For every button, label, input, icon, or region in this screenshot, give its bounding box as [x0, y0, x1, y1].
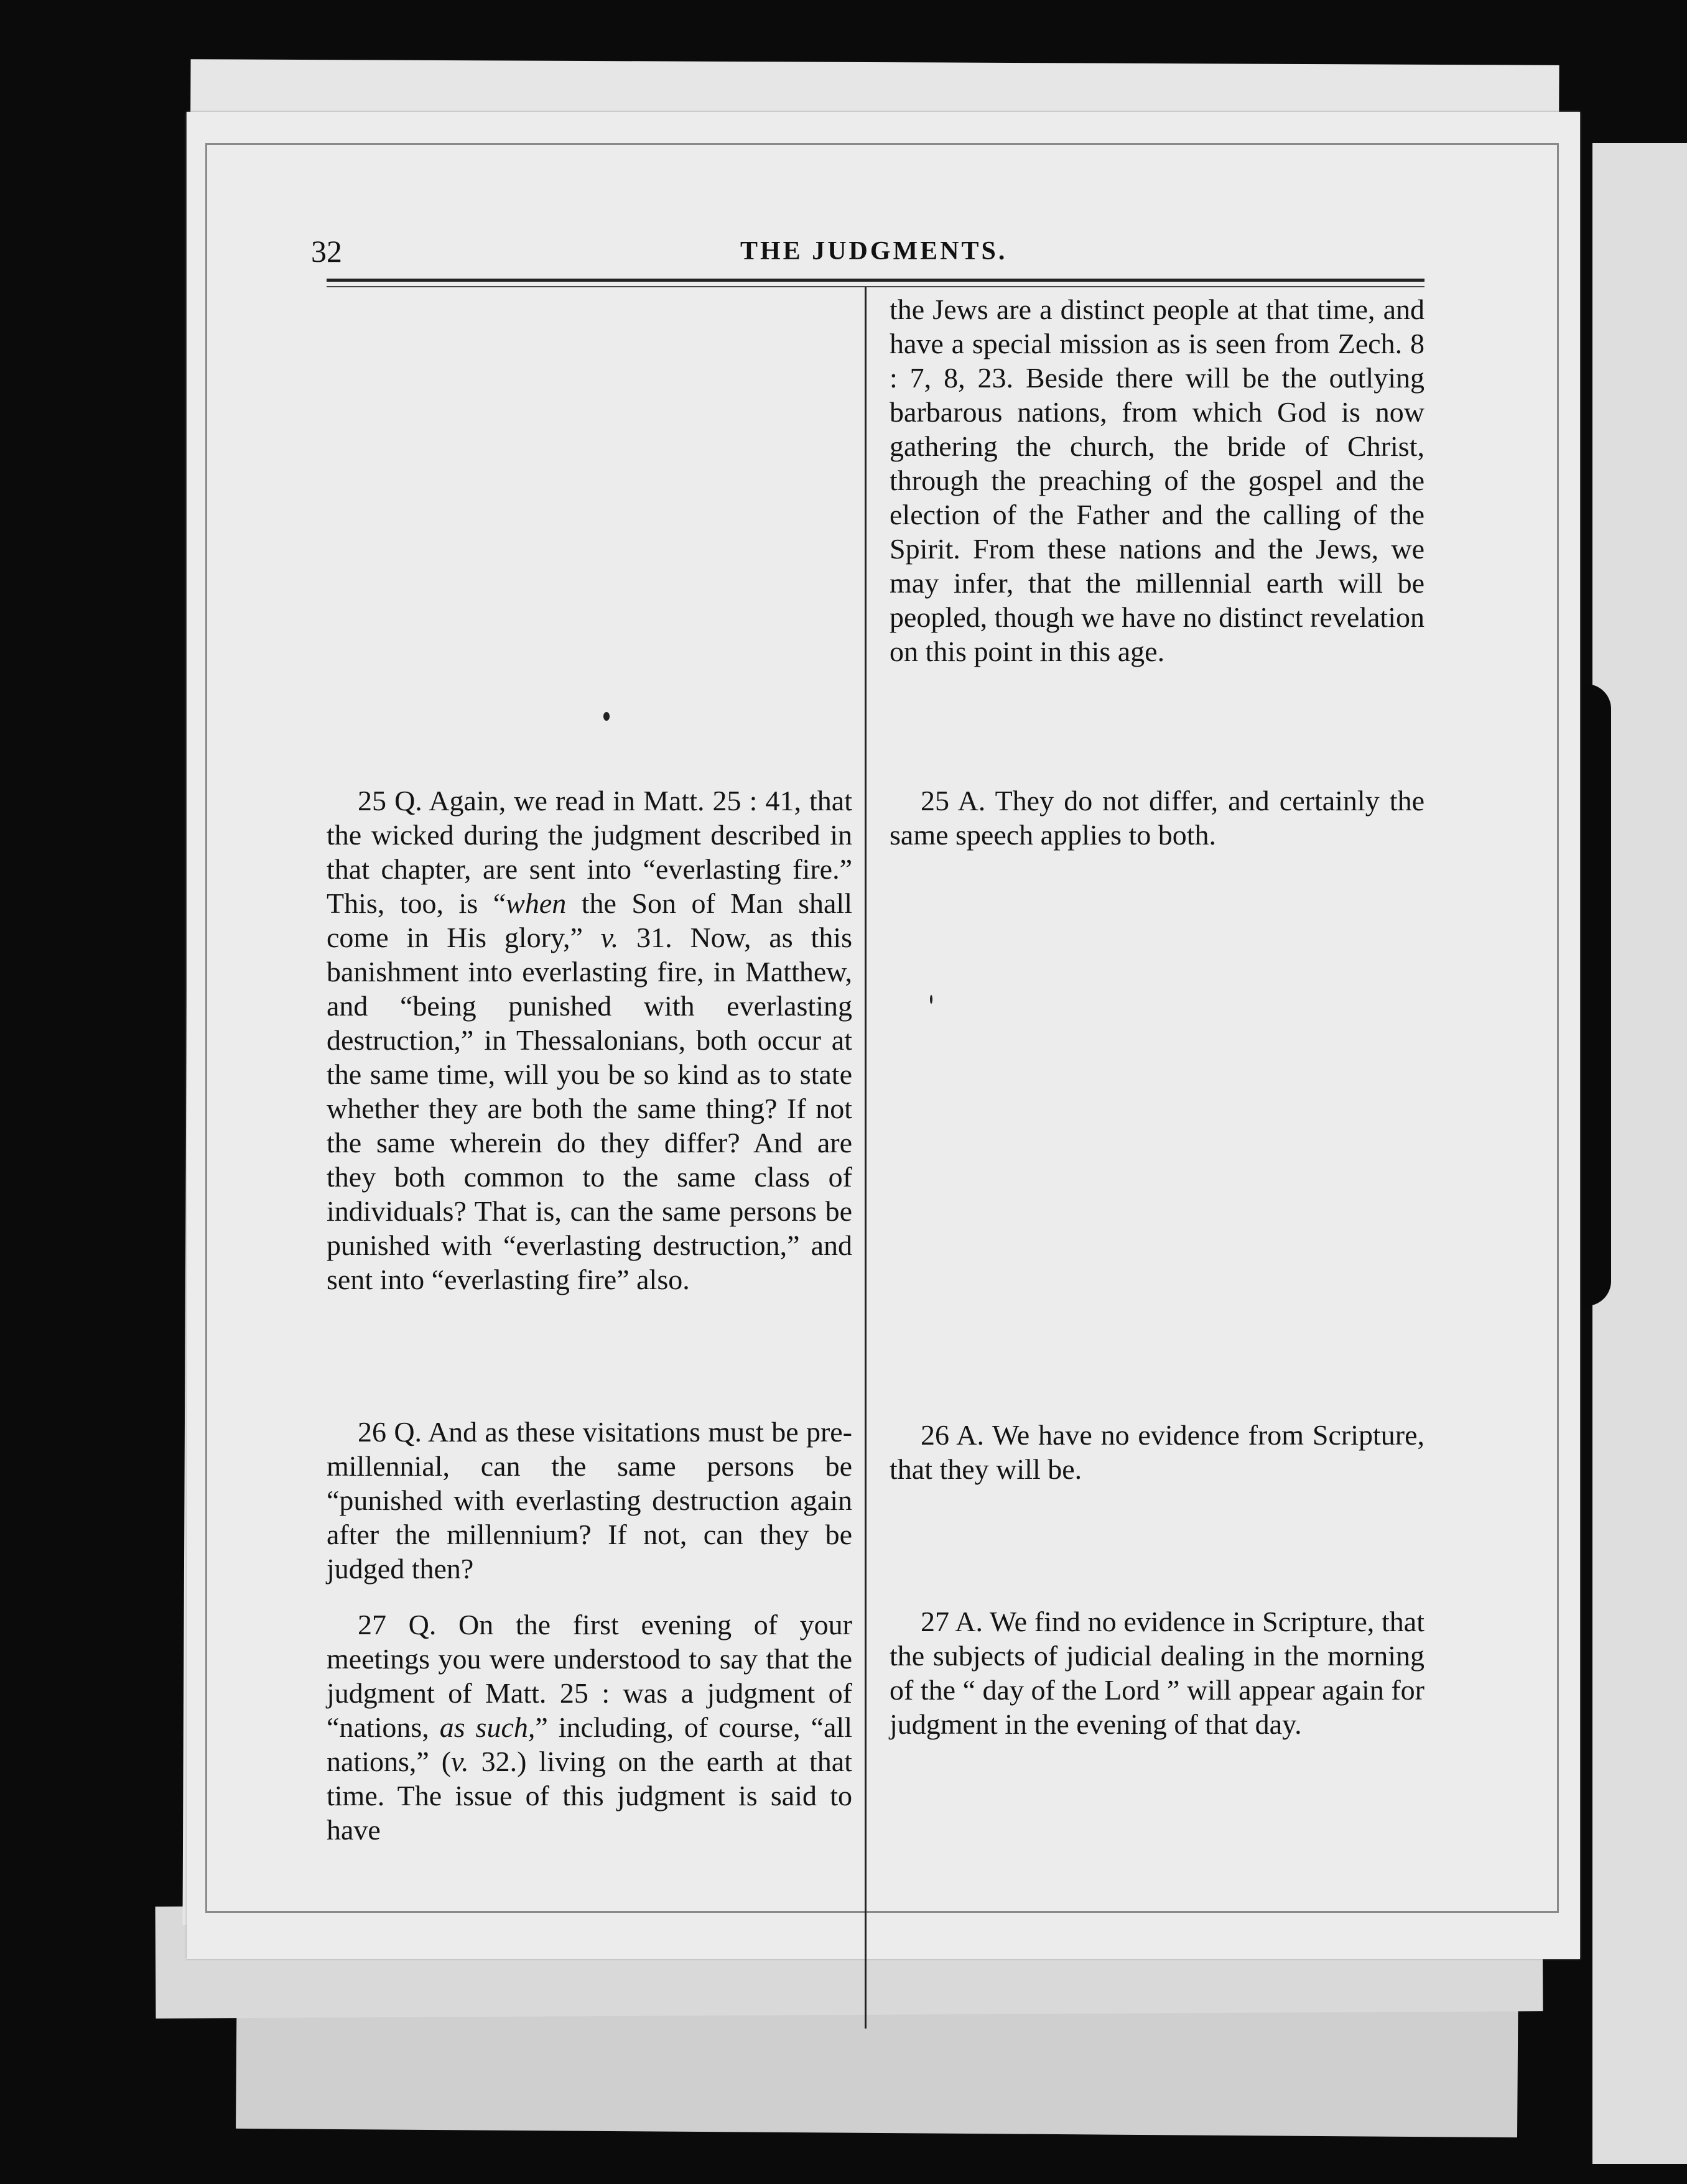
- question-text: And as these visitations must be pre-millennial, can the same persons be “punished with everlasting destruction again after the millennium? If not, can they be judged then?: [327, 1416, 852, 1585]
- ink-speck: [930, 995, 932, 1004]
- header-rule: [327, 279, 1424, 282]
- emphasis: v.: [600, 922, 619, 953]
- question-25: [327, 784, 852, 1297]
- question-label: 27 Q.: [358, 1609, 437, 1640]
- question-text: 32.) living on the earth at that time. The issue of this judgment is said to have: [327, 1746, 852, 1846]
- answer-27: [890, 1604, 1424, 1741]
- answer-label: 26 A.: [921, 1419, 984, 1451]
- answer-26: [890, 1418, 1424, 1486]
- question-text: ” including, of course, “all nations,” (: [327, 1711, 852, 1777]
- question-text: the Son of Man shall come in His glory,”: [327, 887, 852, 953]
- answer-text: We have no evidence from Scripture, that they will be.: [890, 1419, 1424, 1485]
- answer-25: [890, 784, 1424, 852]
- column-divider: [865, 287, 867, 2029]
- emphasis: as such,: [439, 1711, 536, 1743]
- question-text: 31. Now, as this banishment into everlasting fire, in Matthew, and “being punished with everlasting destruction,” in Thessalonians, both occur at the same time, will you be so kind as to state whether they are both the same thing? If not the same wherein do they differ? And are they both common to the same class of individuals? That is, can the same persons be punished with “everlasting destruction,” and sent into “everlasting fire” also.: [327, 922, 853, 1295]
- question-text: Again, we read in Matt. 25 : 41, that the wicked during the judgment described in that chapter, are sent into “everlasting fire.” This, too, is “: [327, 785, 852, 919]
- answer-label: 27 A.: [921, 1606, 983, 1637]
- page-number: 32: [311, 234, 342, 269]
- question-label: 26 Q.: [358, 1416, 422, 1448]
- answer-continuation: [890, 292, 1424, 669]
- emphasis: when: [506, 887, 567, 919]
- question-text: On the first evening of your meetings you were understood to say that the judgment of Matt. 25 : was a judgment of “nations,: [327, 1609, 852, 1743]
- answer-text: They do not differ, and certainly the same speech applies to both.: [890, 785, 1424, 851]
- question-26: [327, 1415, 852, 1586]
- book-page: [187, 112, 1580, 1959]
- continuation-text: the Jews are a distinct people at that time, and have a special mission as is seen from Zech. 8 : 7, 8, 23. Beside there will be the outlying barbarous nations, from which God is now gathering the church, the bride of Christ, through the preaching of the gospel and the election of the Father and the calling of the Spirit. From these nations and the Jews, we may infer, that the millennial earth will be peopled, though we have no distinct revelation on this point in this age.: [890, 294, 1424, 667]
- question-27: [327, 1608, 852, 1847]
- question-label: 25 Q.: [358, 785, 422, 817]
- running-head: THE JUDGMENTS.: [740, 237, 1008, 266]
- ink-speck: [603, 712, 610, 721]
- answer-label: 25 A.: [921, 785, 986, 817]
- answer-text: We find no evidence in Scripture, that the subjects of judicial dealing in the morning of the “ day of the Lord ” will appear again for judgment in the evening of that day.: [890, 1606, 1425, 1740]
- emphasis: v.: [451, 1746, 469, 1777]
- header-rule: [327, 286, 1424, 287]
